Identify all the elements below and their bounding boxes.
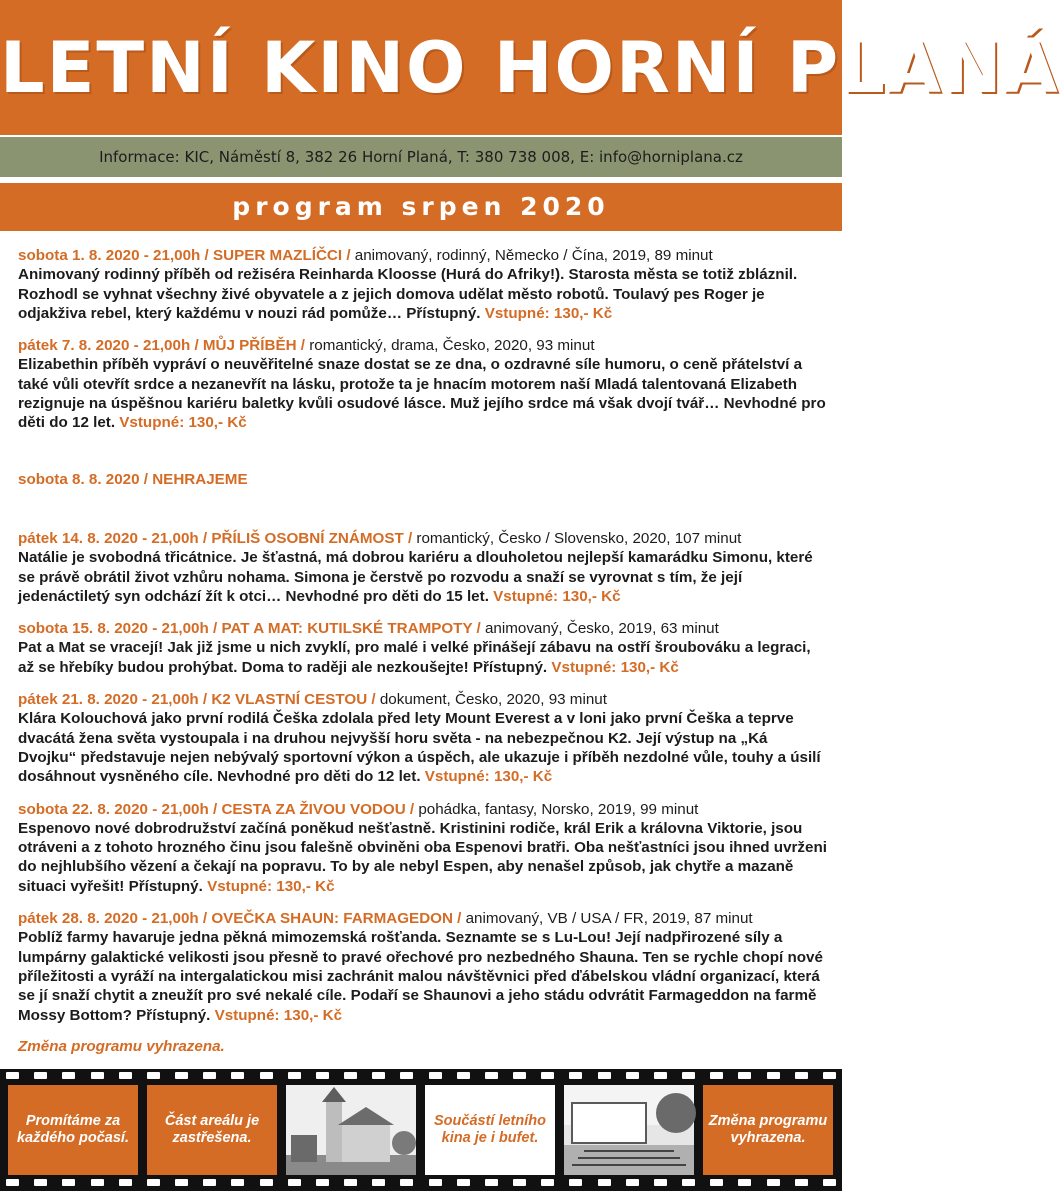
contact-info: Informace: KIC, Náměstí 8, 382 26 Horní Planá, T: 380 738 008, E: info@horniplana.cz [99, 148, 743, 166]
film-perforation-hole [203, 1072, 216, 1079]
film-cell-text: Součástí letního kina je i bufet. [434, 1113, 546, 1146]
film-perforation-hole [6, 1072, 19, 1079]
film-perforation-hole [34, 1072, 47, 1079]
info-band [0, 137, 842, 177]
film-perforation-hole [795, 1072, 808, 1079]
film-perforation-hole [91, 1072, 104, 1079]
film-perforation-hole [260, 1179, 273, 1186]
film-perforation-hole [795, 1179, 808, 1186]
film-perforation-hole [710, 1179, 723, 1186]
film-perforation-hole [260, 1072, 273, 1079]
film-perforation-hole [654, 1179, 667, 1186]
movie-entry [18, 529, 828, 606]
film-cell-roof [147, 1085, 277, 1175]
film-perforation-hole [598, 1179, 611, 1186]
movie-date: pátek 28. 8. 2020 - 21,00h / [18, 910, 212, 928]
movie-description: Animovaný rodinný příběh od režiséra Reinharda Kloosse (Hurá do Afriky!). Starosta města se totiž zbláznil. Rozhodl se vyhnat všechny živé obyvatele a z jejich domova udělat město robotů. Toulavý pes Roger je odjakživa rebel, který každému v nouzi rád pomůže… Přístupný. [18, 266, 798, 322]
movie-meta: romantický, Česko / Slovensko, 2020, 107 minut [416, 529, 742, 547]
page-title: LETNÍ KINO HORNÍ PLANÁ [0, 27, 1060, 109]
movie-description: Poblíž farmy havaruje jedna pěkná mimozemská rošťanda. Seznamte se s Lu-Lou! Její nadpřirozené síly a lumpárny galaktické velikosti jsou přesně to pravé ořechové pro nezbedného Shauna. Ten se rychle chopí nové příležitosti a vyráží na intergalatickou misi zachránit malou návštěvnici před ďábelskou vládní organizací, která se jí snaží chytit a zneužít pro své nekalé cíle. Podaří se Shaunovi a jeho stádu odvrátit Farmageddon na farmě Mossy Bottom? Přístupný. [18, 929, 823, 1024]
film-perforation-hole [119, 1072, 132, 1079]
movie-entry [18, 619, 828, 677]
film-perforation-hole [429, 1072, 442, 1079]
film-perforation-hole [457, 1072, 470, 1079]
movie-meta: animovaný, VB / USA / FR, 2019, 87 minut [465, 910, 753, 928]
film-perforation-hole [119, 1179, 132, 1186]
film-perforation-top [0, 1072, 842, 1084]
movie-entry [18, 909, 828, 1025]
film-perforation-hole [598, 1072, 611, 1079]
film-perforation-hole [541, 1179, 554, 1186]
film-perforation-hole [738, 1179, 751, 1186]
movie-title: MŮJ PŘÍBĚH / [202, 337, 310, 355]
film-cell-weather [8, 1085, 138, 1175]
movie-price: Vstupné: 130,- Kč [214, 1006, 343, 1024]
film-perforation-hole [288, 1072, 301, 1079]
filmstrip [0, 1069, 842, 1191]
movie-meta: pohádka, fantasy, Norsko, 2019, 99 minut [418, 800, 699, 818]
film-perforation-hole [485, 1072, 498, 1079]
movie-price: Vstupné: 130,- Kč [484, 304, 613, 322]
movie-description: Elizabethin příběh vypráví o neuvěřitelné snaze dostat se ze dna, o ozdravné síle humoru, o ceně přátelství a také vůli otevřít srdce a nezanevřít na lásku, protože ta je hnacím motorem naší Mladá talentovaná Elizabeth rezignuje na úspěšnou kariéru baletky kvůli osudové lásce. Muž jejího srdce má však dvojí tvář… Nevhodné pro děti do 12 let. [18, 356, 826, 432]
film-perforation-hole [147, 1072, 160, 1079]
movie-price: Vstupné: 130,- Kč [207, 877, 335, 895]
cinema-screen-image-icon [564, 1085, 694, 1175]
film-perforation-hole [203, 1179, 216, 1186]
movie-price: Vstupné: 130,- Kč [424, 768, 553, 786]
movie-description: Natálie je svobodná třicátnice. Je šťastná, má dobrou kariéru a dlouholetou nejlepší kamarádku Simonu, které se právě obrátil život vzhůru nohama. Simona je čerstvě po rozvodu a snaží se vyrovnat s tím, že její jedenáctiletý syn odchází žít k otci… Nevhodné pro děti do 15 let. [18, 549, 813, 605]
movie-description: Klára Kolouchová jako první rodilá Češka zdolala před lety Mount Everest a v loni jako první Češka a teprve dvacátá žena světa vystoupala i na druhou nejvyšší horu světa - na nebezpečnou K2. Její výstup na „Ká Dvojku“ představuje nejen nebývalý sportovní výkon a úspěch, ale ukazuje i příběh nezdolné vůle, touhy a úsilí dosáhnout vysněného cíle. Nevhodné pro děti do 12 let. [18, 710, 821, 786]
film-perforation-hole [344, 1179, 357, 1186]
film-perforation-hole [344, 1072, 357, 1079]
church-photo [286, 1085, 416, 1175]
film-cell-change [703, 1085, 833, 1175]
film-perforation-hole [6, 1179, 19, 1186]
movie-date: pátek 21. 8. 2020 - 21,00h / [18, 691, 212, 709]
film-perforation-hole [372, 1072, 385, 1079]
film-perforation-hole [569, 1179, 582, 1186]
movie-title: K2 VLASTNÍ CESTOU / [211, 691, 380, 709]
film-perforation-hole [513, 1179, 526, 1186]
program-title: program srpen 2020 [232, 192, 610, 221]
movie-description: Pat a Mat se vracejí! Jak již jsme u nich zvyklí, pro malé i velké přinášejí zábavu na ostří šroubováku a legraci, až se hřebíky budou prohýbat. Doma to raději ale nezkoušejte! Přístupný. [18, 639, 811, 676]
no-screening-notice: sobota 8. 8. 2020 / NEHRAJEME [18, 470, 248, 488]
film-perforation-hole [231, 1179, 244, 1186]
header-band [0, 0, 1060, 135]
movie-title: SUPER MAZLÍČCI / [213, 247, 355, 264]
movie-meta: animovaný, Česko, 2019, 63 minut [484, 620, 719, 638]
church-image-icon [286, 1085, 416, 1175]
film-perforation-hole [457, 1179, 470, 1186]
film-cell-text: Část areálu je zastřešena. [164, 1113, 260, 1146]
film-cell-text: Promítáme za každého počasí. [16, 1113, 129, 1146]
film-perforation-hole [34, 1179, 47, 1186]
movie-entry [18, 800, 828, 896]
movie-description: Espenovo nové dobrodružství začíná poněkud nešťastně. Kristinini rodiče, král Erik a královna Viktorie, jsou otráveni a z tohoto hrozného činu jsou falešně obviněni oba Espenovi bratři. Oba nešťastníci jsou ihned uvrženi do nejhlubšího vězení a čekají na popravu. To by ale nebyl Espen, aby nenašel způsob, jak chytře a mazaně situaci vyřešit! Přístupný. [18, 819, 827, 895]
film-perforation-hole [400, 1072, 413, 1079]
movie-price: Vstupné: 130,- Kč [119, 414, 247, 432]
film-perforation-hole [738, 1072, 751, 1079]
film-perforation-bottom [0, 1179, 842, 1191]
film-perforation-hole [372, 1179, 385, 1186]
film-perforation-hole [626, 1072, 639, 1079]
movie-entry [18, 690, 828, 786]
film-perforation-hole [710, 1072, 723, 1079]
film-perforation-hole [429, 1179, 442, 1186]
movie-meta: animovaný, rodinný, Německo / Čína, 2019, 89 minut [354, 247, 713, 264]
film-perforation-hole [316, 1072, 329, 1079]
movie-entry [18, 246, 828, 323]
movie-date: sobota 15. 8. 2020 - 21,00h / [18, 620, 222, 638]
movie-date: sobota 22. 8. 2020 - 21,00h / [18, 800, 222, 818]
movie-date: pátek 7. 8. 2020 - 21,00h / [18, 337, 203, 355]
film-perforation-hole [654, 1072, 667, 1079]
cinema-screen-photo [564, 1085, 694, 1175]
film-perforation-hole [541, 1072, 554, 1079]
movie-meta: dokument, Česko, 2020, 93 minut [379, 691, 607, 709]
movie-title: PŘÍLIŠ OSOBNÍ ZNÁMOST / [211, 529, 417, 547]
movie-entry [18, 336, 828, 432]
film-perforation-hole [147, 1179, 160, 1186]
film-perforation-hole [231, 1072, 244, 1079]
movie-title: OVEČKA SHAUN: FARMAGEDON / [211, 910, 466, 928]
film-perforation-hole [316, 1179, 329, 1186]
film-perforation-hole [513, 1072, 526, 1079]
program-list [18, 246, 828, 1055]
film-perforation-hole [823, 1179, 836, 1186]
movie-title: PAT A MAT: KUTILSKÉ TRAMPOTY / [221, 620, 485, 638]
film-cell-text: Změna programu vyhrazena. [708, 1113, 828, 1146]
film-cell-bufet [425, 1085, 555, 1175]
movie-price: Vstupné: 130,- Kč [551, 658, 679, 676]
film-perforation-hole [400, 1179, 413, 1186]
movie-meta: romantický, drama, Česko, 2020, 93 minut [309, 337, 595, 355]
film-perforation-hole [767, 1072, 780, 1079]
film-perforation-hole [288, 1179, 301, 1186]
film-perforation-hole [175, 1072, 188, 1079]
film-perforation-hole [62, 1179, 75, 1186]
film-perforation-hole [823, 1072, 836, 1079]
film-perforation-hole [682, 1179, 695, 1186]
film-perforation-hole [91, 1179, 104, 1186]
film-perforation-hole [175, 1179, 188, 1186]
program-change-note: Změna programu vyhrazena. [18, 1037, 225, 1055]
film-perforation-hole [485, 1179, 498, 1186]
film-perforation-hole [767, 1179, 780, 1186]
film-perforation-hole [569, 1072, 582, 1079]
movie-price: Vstupné: 130,- Kč [493, 587, 621, 605]
film-perforation-hole [62, 1072, 75, 1079]
movie-title: CESTA ZA ŽIVOU VODOU / [221, 800, 419, 818]
movie-date: pátek 14. 8. 2020 - 21,00h / [18, 529, 212, 547]
movie-date: sobota 1. 8. 2020 - 21,00h / [18, 247, 213, 264]
program-band [0, 183, 842, 231]
film-perforation-hole [682, 1072, 695, 1079]
film-perforation-hole [626, 1179, 639, 1186]
